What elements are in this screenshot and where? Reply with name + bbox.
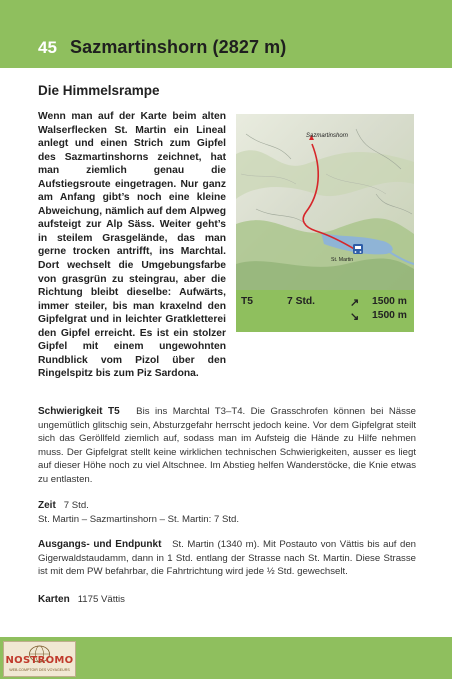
nostromo-logo [3,641,76,677]
ascent-value: 1500 m [372,296,407,307]
arrow-down-right-icon: ↘ [350,311,360,323]
map-label-summit: Sazmartinshorn [306,133,349,139]
start-end-paragraph [38,538,416,579]
time-detail: St. Martin – Sazmartinshorn – St. Martin: 7 Std. [38,513,240,525]
logo-tagline: WEB-COMPTOIR DES VOYAGEURS [9,668,70,672]
route-summary [238,296,412,324]
duration: 7 Std. [287,296,316,307]
maps-text: 1175 Vättis [77,594,125,605]
descent-value: 1500 m [372,310,407,321]
arrow-up-right-icon: ↗ [350,297,360,309]
maps-label: Karten [38,594,70,605]
map-label-start: St. Martin [331,257,354,263]
difficulty-text: Bis ins Marchtal T3–T4. Die Grasschrofen können bei Nässe ungemütlich glitschig sein, Absturzgefahr herrscht jedoch keine. Vor dem Gipfelgrat steilt sich das Geröllfeld ziemlich auf, sodass man im Aufsteig die Hände zu Hilfe nehmen muss. Der Gipfelgrat stellt keine wirklichen technischen Schwierigkeiten, ausser es liegt auf dieser Höhe noch zu viel Altschnee. Im Abstieg helfen Wanderstöcke, die Knie etwas zu entlasten. [38,406,417,485]
section-title: Die Himmelsrampe [38,83,160,98]
time-text: 7 Std. [63,500,89,511]
maps-paragraph [38,593,416,607]
time-paragraph [38,499,416,526]
tour-number: 45 [38,38,57,57]
start-end-text: St. Martin (1340 m). Mit Postauto von Vättis bis auf den Gigerwaldstaudamm, dann in 1 Std. entlang der Strasse nach St. Martin. Diese Strasse ist mit dem PW befahrbar, die Fahrtrichtung wird jede ½ Std. gewechselt. [38,539,417,578]
time-label: Zeit [38,500,56,511]
logo-name: NOSTROMO [5,655,74,666]
start-end-label: Ausgangs- und Endpunkt [38,539,162,550]
difficulty-grade: T5 [241,296,254,307]
difficulty-label: Schwierigkeit T5 [38,406,120,417]
page-title: Sazmartinshorn (2827 m) [70,37,287,57]
difficulty-paragraph [38,405,416,487]
intro-text: Wenn man auf der Karte beim alten Walserflecken St. Martin ein Lineal anlegt und einen Strich zum Gipfel des Sazmartinshorns zeichnet, hat man ziemlich genau die Aufstiegsroute eingetragen. Nur ganz am Anfang gibt’s noch eine kleine Abweichung, nämlich auf dem Alpweg aufsteigt zur Alp Säss. Weiter geht’s in steilem Grasgelände, das man gerne trocken antrifft, ins Marchtal. Dort wechselt die Umgebungsfarbe von grasgrün zu steingrau, aber die Richtung bleibt dieselbe: Aufwärts, immer steiler, bis man kraxelnd den Gipfelgrat und in leichter Gratkletterei den Gipfel erreicht. Es ist ein stolzer Gipfel mit einem ungewohnten Rundblick vom Pizol über den Ringelspitz bis zum Piz Sardona. [38,111,226,380]
